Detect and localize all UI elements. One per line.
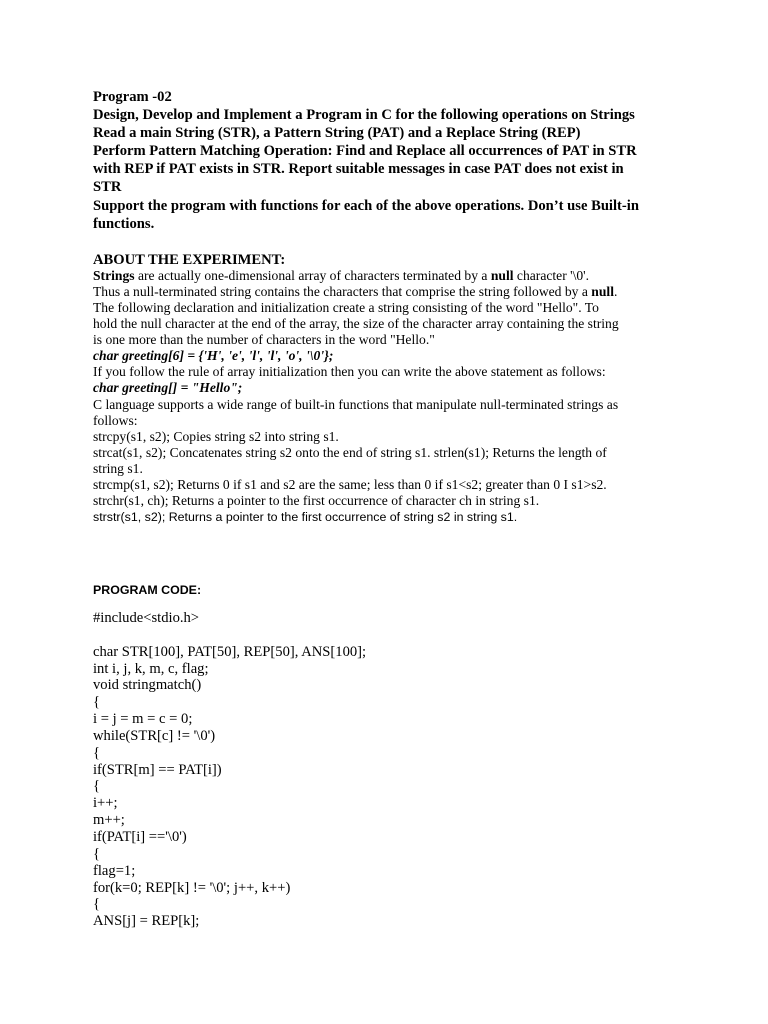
code-line: ANS[j] = REP[k]; [93, 913, 200, 930]
code-line: #include<stdio.h> [93, 610, 200, 626]
statement-line: Design, Develop and Implement a Program in C for the following operations on Strings [93, 107, 635, 124]
function-desc: strstr(s1, s2); Returns a pointer to the first occurrence of string s2 in string s1. [93, 510, 518, 525]
about-line: is one more than the number of characters in the word "Hello." [93, 332, 435, 348]
function-desc: strchr(s1, ch); Returns a pointer to the first occurrence of character ch in string s1. [93, 493, 540, 509]
statement-line: Support the program with functions for each of the above operations. Don’t use Built-in [93, 197, 639, 214]
program-label: Program -02 [93, 89, 172, 105]
statement-line: Read a main String (STR), a Pattern String (PAT) and a Replace String (REP) [93, 125, 581, 142]
code-line: while(STR[c] != '\0') [93, 727, 216, 744]
statement-line: STR [93, 179, 122, 196]
about-line: If you follow the rule of array initialization then you can write the above statement as follows: [93, 364, 606, 380]
about-line: The following declaration and initialization create a string consisting of the word "Hello". To [93, 299, 599, 315]
code-example: char greeting[6] = {'H', 'e', 'l', 'l', 'o', '\0'}; [93, 348, 334, 364]
about-section [93, 268, 693, 526]
text-run: are actually one-dimensional array of characters terminated by a [134, 267, 491, 283]
about-line: C language supports a wide range of built-in functions that manipulate null-terminated strings as [93, 396, 619, 412]
text-run: Thus a null-terminated string contains the characters that comprise the string followed by a [93, 283, 592, 299]
about-line: hold the null character at the end of the array, the size of the character array containing the string [93, 316, 619, 332]
bold-term: null [591, 283, 614, 299]
code-line: void stringmatch() [93, 677, 202, 694]
code-line: char STR[100], PAT[50], REP[50], ANS[100]; [93, 643, 367, 660]
code-line: { [93, 896, 101, 913]
bold-term: Strings [93, 267, 135, 283]
about-line [93, 284, 693, 300]
code-line: if(PAT[i] =='\0') [93, 828, 187, 845]
code-listing [93, 610, 366, 930]
code-line: i++; [93, 795, 118, 812]
about-line: follows: [93, 412, 138, 428]
function-desc: string s1. [93, 460, 143, 476]
statement-line: with REP if PAT exists in STR. Report suitable messages in case PAT does not exist in [93, 161, 624, 178]
statement-line: Perform Pattern Matching Operation: Find and Replace all occurrences of PAT in STR [93, 143, 637, 160]
code-line: int i, j, k, m, c, flag; [93, 660, 209, 677]
code-line: for(k=0; REP[k] != '\0'; j++, k++) [93, 879, 291, 896]
code-line: { [93, 694, 101, 711]
text-run: character '\0'. [513, 267, 589, 283]
code-line: i = j = m = c = 0; [93, 711, 193, 728]
function-desc: strcat(s1, s2); Concatenates string s2 onto the end of string s1. strlen(s1); Returns the length of [93, 444, 607, 460]
code-line: flag=1; [93, 862, 136, 879]
document-page [93, 88, 693, 525]
program-code-heading: PROGRAM CODE: [93, 583, 202, 597]
code-line [93, 627, 366, 644]
problem-statement [93, 88, 693, 233]
statement-line: functions. [93, 215, 155, 232]
about-line [93, 268, 693, 284]
code-line: { [93, 744, 101, 761]
code-line: { [93, 778, 101, 795]
code-line: if(STR[m] == PAT[i]) [93, 761, 222, 778]
code-line: { [93, 845, 101, 862]
bold-term: null [490, 267, 514, 283]
about-heading: ABOUT THE EXPERIMENT: [93, 251, 286, 268]
function-desc: strcmp(s1, s2); Returns 0 if s1 and s2 are the same; less than 0 if s1<s2; greater than 0 I s1>s2. [93, 476, 607, 492]
function-desc: strcpy(s1, s2); Copies string s2 into string s1. [93, 428, 339, 444]
text-run: . [613, 283, 618, 299]
code-line: m++; [93, 812, 125, 829]
code-example: char greeting[] = "Hello"; [93, 380, 243, 396]
